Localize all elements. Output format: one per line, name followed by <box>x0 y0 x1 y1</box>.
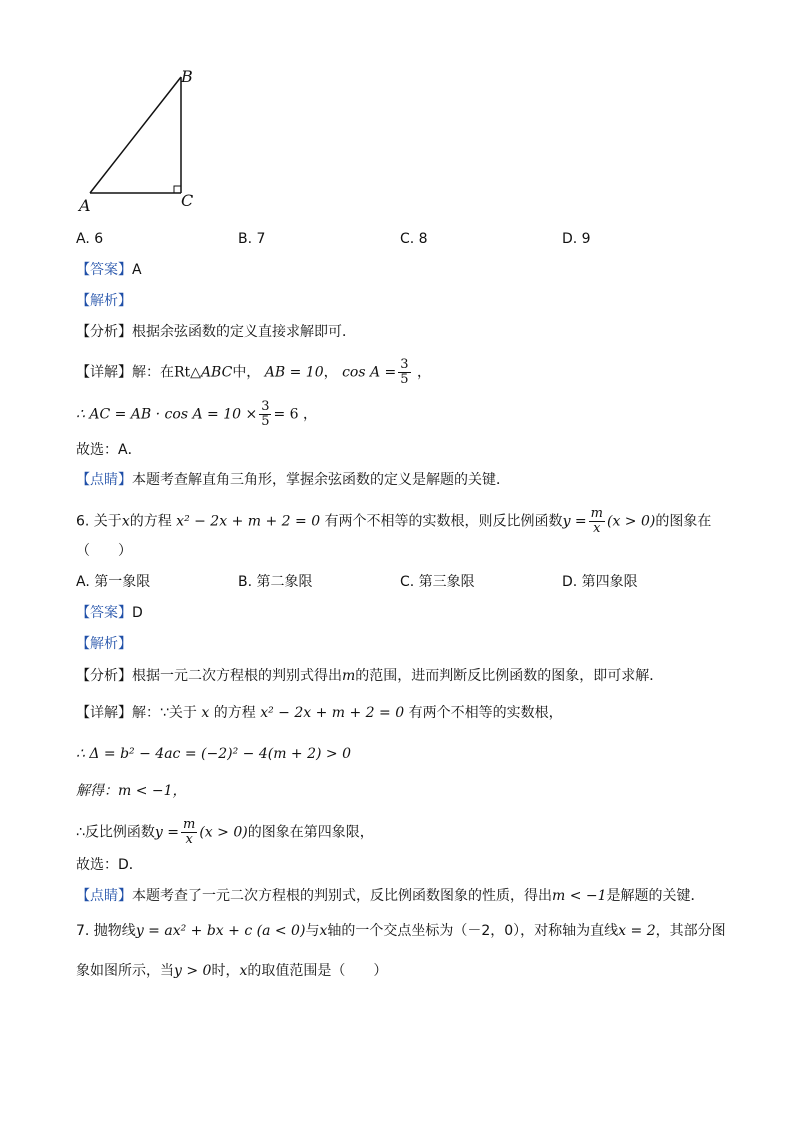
detail-a: 解：∵关于 <box>132 705 197 721</box>
detail-abc: ABC <box>200 364 233 381</box>
frac-denominator: 5 <box>400 372 409 387</box>
q7-x2: x <box>239 963 248 979</box>
conclude-cond: (x > 0) <box>199 824 248 841</box>
therefore-expr: ∴ AC = AB · cos A = 10 × <box>76 406 258 423</box>
cos-label: cos A = <box>342 364 397 381</box>
q6-stem-c: 有两个不相等的实数根，则反比例函数 <box>324 513 563 530</box>
fenxi-text-a: 根据一元二次方程根的判别式得出 <box>132 668 342 684</box>
q6-stem-d: 的图象在 <box>655 513 712 530</box>
q7-line1-b: 与 <box>305 923 320 939</box>
q6-choice: 故选：D． <box>76 857 143 873</box>
q7-parabola: y = ax² + bx + c (a < 0) <box>135 923 306 939</box>
q7-line1-d: ，其部分图 <box>655 923 726 939</box>
detail-x: x <box>201 705 210 721</box>
therefore-tail: = 6 ， <box>273 406 318 423</box>
answer-value: D <box>132 605 143 621</box>
q6-option-d: D. 第四象限 <box>562 574 638 590</box>
q6-option-c: C. 第三象限 <box>400 574 475 590</box>
q7-line2-a: 象如图所示，当 <box>76 963 174 979</box>
therefore-fraction <box>259 400 271 429</box>
q7-line-2 <box>76 961 387 981</box>
dianjing-a: 本题考查了一元二次方程根的判别式，反比例函数图象的性质，得出 <box>132 888 552 904</box>
vertex-c-label: C <box>181 191 194 210</box>
q6-delta: ∴ Δ = b² − 4ac = (−2)² − 4(m + 2) > 0 <box>76 746 352 762</box>
q6-conclude <box>76 818 374 847</box>
q6-option-a: A. 第一象限 <box>76 574 151 590</box>
func-denominator: x <box>593 521 601 536</box>
q6-stem-b: 的方程 <box>129 513 172 530</box>
func-denominator: x <box>185 832 193 847</box>
answer-tag: 【答案】 <box>76 605 132 621</box>
q6-fenxi <box>76 666 663 686</box>
analysis-tag: 【解析】 <box>76 636 132 652</box>
fenxi-tag: 【分析】 <box>76 668 132 684</box>
detail-equation: x² − 2x + m + 2 = 0 <box>260 705 405 721</box>
dianjing-text: 本题考查解直角三角形，掌握余弦函数的定义是解题的关键． <box>132 472 510 488</box>
answer-tag: 【答案】 <box>76 262 132 278</box>
q6-x: x <box>121 513 130 530</box>
conclude-a: ∴反比例函数 <box>76 824 155 841</box>
detail-mid: 中， <box>232 364 261 381</box>
q7-line2-c: 的取值范围是（ ） <box>247 963 388 979</box>
q7-line-1 <box>76 921 726 941</box>
q7-cond: y > 0 <box>174 963 212 979</box>
q6-paren: （ ） <box>76 543 132 559</box>
detail-tag: 【详解】 <box>76 705 132 721</box>
q5-therefore <box>76 400 317 429</box>
frac-denominator: 5 <box>261 414 270 429</box>
q5-fenxi <box>76 322 356 342</box>
q6-detail <box>76 703 563 723</box>
right-angle-mark <box>174 186 181 193</box>
q6-func-y: y = <box>562 513 587 530</box>
q5-answer <box>76 260 142 280</box>
fenxi-text: 根据余弦函数的定义直接求解即可． <box>132 324 356 340</box>
ab-equation: AB = 10 <box>264 364 324 381</box>
q5-analysis-heading <box>76 291 132 311</box>
q6-option-b: B. 第二象限 <box>238 574 313 590</box>
q6-dianjing <box>76 886 705 906</box>
q5-option-b: B. 7 <box>238 231 266 247</box>
detail-tag: 【详解】 <box>76 364 132 381</box>
q6-cond: (x > 0) <box>606 513 656 530</box>
dianjing-b: 是解题的关键． <box>606 888 705 904</box>
func-numerator: m <box>590 506 603 521</box>
conclude-fraction <box>181 818 197 847</box>
cos-fraction <box>398 358 410 387</box>
vertex-a-label: A <box>79 196 91 215</box>
q6-stem <box>76 507 711 536</box>
q5-option-d: D. 9 <box>562 231 591 247</box>
detail-prefix: 解： <box>132 364 160 381</box>
dianjing-tag: 【点睛】 <box>76 888 132 904</box>
dianjing-tag: 【点睛】 <box>76 472 132 488</box>
q5-dianjing <box>76 470 510 490</box>
q7-line1-c: 轴的一个交点坐标为（－2，0），对称轴为直线 <box>327 923 619 939</box>
detail-rt: Rt△ <box>174 364 201 381</box>
q6-stem-a: 6. 关于 <box>76 513 122 530</box>
analysis-tag: 【解析】 <box>76 293 132 309</box>
fenxi-tag: 【分析】 <box>76 324 132 340</box>
q5-choice: 故选：A． <box>76 442 142 458</box>
vertex-b-label: B <box>181 67 193 86</box>
q5-option-a: A. 6 <box>76 231 104 247</box>
answer-value: A <box>132 262 142 278</box>
q7-axis: x = 2 <box>618 923 656 939</box>
q7-line1-a: 7. 抛物线 <box>76 923 136 939</box>
func-numerator: m <box>183 817 196 832</box>
q6-equation: x² − 2x + m + 2 = 0 <box>176 513 321 530</box>
fenxi-m: m <box>342 668 356 684</box>
frac-numerator: 3 <box>261 399 270 414</box>
side-ab <box>90 77 181 193</box>
q7-line2-b: 时， <box>211 963 240 979</box>
detail-in: 在 <box>160 364 174 381</box>
fenxi-text-b: 的范围，进而判断反比例函数的图象，即可求解． <box>355 668 664 684</box>
conclude-b: 的图象在第四象限， <box>247 824 374 841</box>
q6-func-fraction <box>589 507 605 536</box>
q5-detail: 【详解】解：在Rt△ABC中， AB = 10， cos A = $\frac{3}{5}$ ， <box>76 357 431 387</box>
triangle-figure <box>70 60 210 220</box>
q5-option-c: C. 8 <box>400 231 428 247</box>
conclude-func-y: y = <box>154 824 180 841</box>
q6-solve: 解得：m < −1， <box>76 783 187 799</box>
q7-x: x <box>319 923 328 939</box>
dianjing-m: m < −1 <box>552 888 607 904</box>
frac-numerator: 3 <box>400 357 409 372</box>
q6-answer <box>76 603 143 623</box>
q6-analysis-heading <box>76 634 132 654</box>
detail-c: 有两个不相等的实数根， <box>408 705 563 721</box>
detail-b: 的方程 <box>213 705 256 721</box>
